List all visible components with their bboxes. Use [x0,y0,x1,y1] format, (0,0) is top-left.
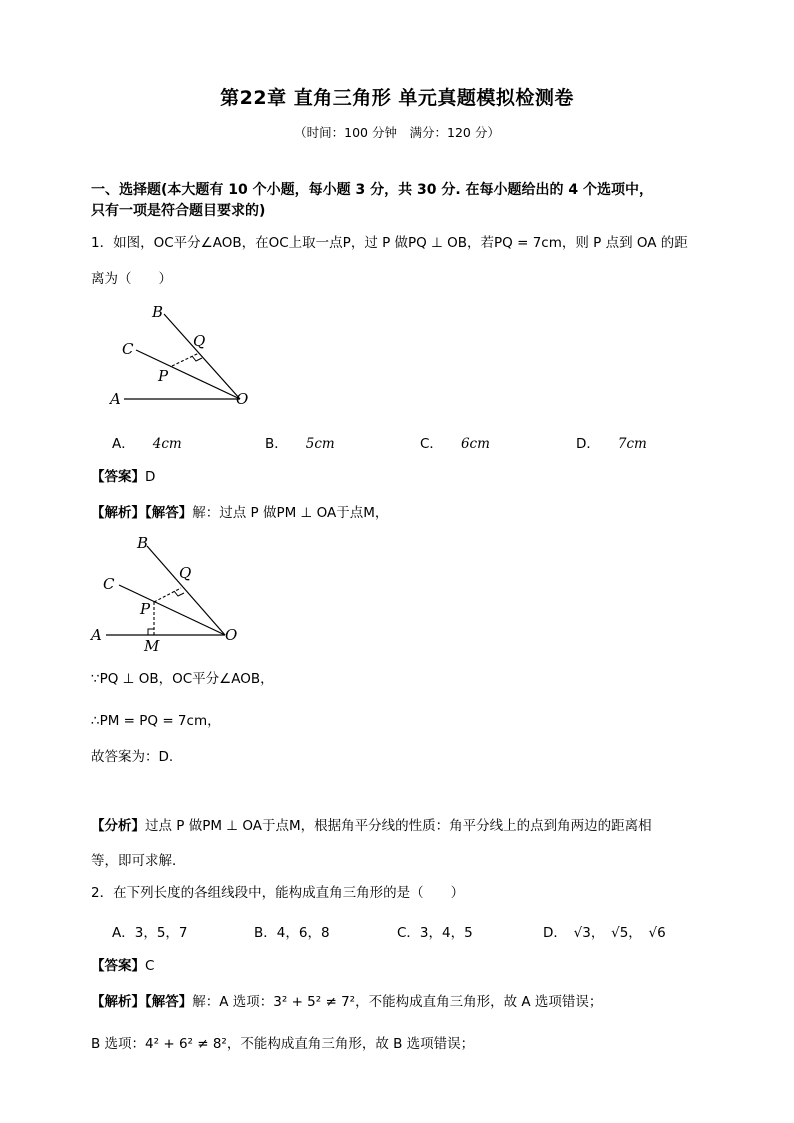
q1-solution-figure [85,528,255,656]
page-subtitle: （时间：100 分钟 满分：120 分） [294,125,500,140]
option-value: 4cm [152,436,182,452]
option-value: 6cm [460,436,490,452]
q1-option-b[interactable] [265,432,335,452]
option-letter: D． [576,436,600,452]
right-angle-mark [192,356,202,361]
option-value: 5cm [305,436,335,452]
section-heading-line1: 一、选择题(本大题有 10 个小题，每小题 3 分，共 30 分. 在每小题给出的 4 个选项中， [91,182,654,198]
right-angle-mark-q [174,591,184,596]
option-letter: C． [420,436,443,452]
q1-stem-line1: 1．如图，OC平分∠AOB，在OC上取一点P，过 P 做PQ ⊥ OB，若PQ = 7cm，则 P 点到 OA 的距 [91,235,688,251]
label-A: A [91,626,102,644]
q2-option-d[interactable]: D． √3， √5， √6 [543,925,666,941]
q1-option-c[interactable] [420,432,490,452]
label-M: M [144,637,160,655]
option-letter: A． [112,436,135,452]
right-angle-mark-m [148,629,154,635]
answer-tag: 【答案】 [91,958,145,974]
q1-option-d[interactable] [576,432,647,452]
segment-OB [164,314,240,399]
q2-analysis-a [91,993,602,1011]
page-title: 第22章 直角三角形 单元真题模拟检测卷 [220,87,574,109]
q1-answer [91,468,155,486]
answer-tag: 【答案】 [91,469,145,485]
q1-fenxi-line2: 等，即可求解． [91,853,186,869]
section-heading-line2: 只有一项是符合题目要求的) [91,203,266,219]
q2-answer [91,957,154,975]
segment-OB [147,546,225,635]
label-P: P [140,600,151,618]
q2-analysis-b: B 选项：4² + 6² ≠ 8²，不能构成直角三角形，故 B 选项错误； [91,1036,475,1052]
q2-option-a[interactable]: A．3，5，7 [112,925,188,941]
label-C: C [122,340,134,358]
label-A: A [110,390,121,408]
analysis-tag: 【解析】【解答】 [91,994,193,1010]
fenxi-text: 过点 P 做PM ⊥ OA于点M，根据角平分线的性质：角平分线上的点到角两边的距离相 [145,818,652,834]
label-Q: Q [179,564,192,582]
label-B: B [152,303,164,321]
answer-value: C [145,958,155,974]
q1-stem-line2: 离为（ ） [91,271,172,287]
label-O: O [225,626,238,644]
q2-option-b[interactable]: B．4，6，8 [254,925,330,941]
analysis-text: 解：A 选项：3² + 5² ≠ 7²，不能构成直角三角形，故 A 选项错误； [192,994,603,1010]
q1-figure [100,298,270,413]
q2-option-c[interactable]: C．3，4，5 [397,925,473,941]
label-Q: Q [193,332,206,350]
label-P: P [158,367,169,385]
q1-option-a[interactable] [112,432,182,452]
q1-step1: ∵PQ ⊥ OB，OC平分∠AOB， [91,671,274,687]
segment-OC [136,350,240,399]
label-B: B [137,534,149,552]
analysis-text: 解：过点 P 做PM ⊥ OA于点M， [192,505,389,521]
option-value: 7cm [617,436,647,452]
q2-stem: 2．在下列长度的各组线段中，能构成直角三角形的是（ ） [91,885,465,901]
q1-step3: 故答案为：D. [91,749,174,765]
label-O: O [236,390,249,408]
fenxi-tag: 【分析】 [91,818,145,834]
option-letter: B． [265,436,288,452]
q1-fenxi-line1 [91,817,652,835]
answer-value: D [145,469,156,485]
q1-analysis [91,504,388,522]
analysis-tag: 【解析】【解答】 [91,505,193,521]
label-C: C [103,575,115,593]
q1-step2: ∴PM = PQ = 7cm， [91,713,221,729]
